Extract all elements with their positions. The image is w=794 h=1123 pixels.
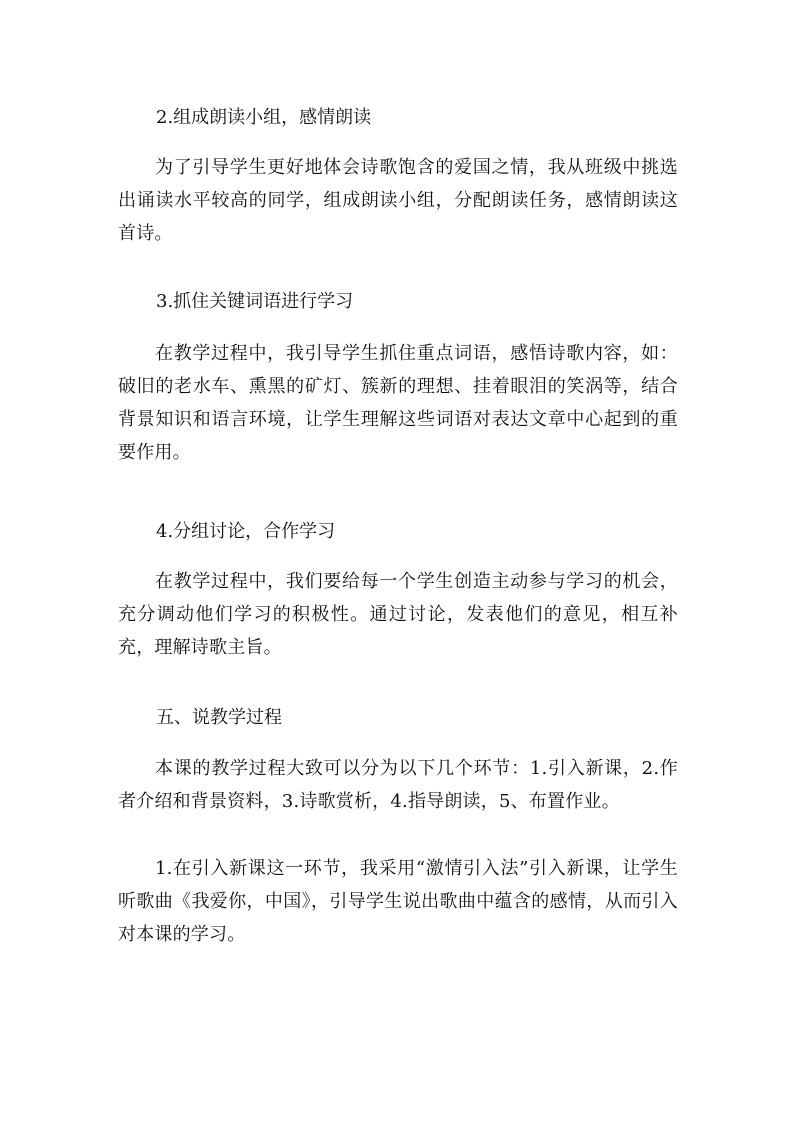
section-paragraph-group-discussion: 在教学过程中，我们要给每一个学生创造主动参与学习的机会，充分调动他们学习的积极性。通过讨论，发表他们的意见，相互补充，理解诗歌主旨。 — [118, 571, 678, 658]
section-heading-reading-group: 2.组成朗读小组，感情朗读 — [156, 107, 372, 128]
section-paragraph-teaching-process: 本课的教学过程大致可以分为以下几个环节：1.引入新课，2.作者介绍和背景资料，3.诗歌赏析，4.指导朗读，5、布置作业。 — [118, 758, 678, 812]
section-paragraph-introduction-step: 1.在引入新课这一环节，我采用“激情引入法”引入新课，让学生听歌曲《我爱你，中国》，引导学生说出歌曲中蕴含的感情，从而引入对本课的学习。 — [118, 858, 678, 945]
section-heading-teaching-process: 五、说教学过程 — [156, 707, 282, 728]
section-heading-key-words: 3.抓住关键词语进行学习 — [156, 291, 354, 312]
section-paragraph-key-words: 在教学过程中，我引导学生抓住重点词语，感悟诗歌内容，如：破旧的老水车、熏黑的矿灯、簇新的理想、挂着眼泪的笑涡等，结合背景知识和语言环境，让学生理解这些词语对表达文章中心起到的重要作用。 — [118, 343, 678, 463]
section-paragraph-reading-group: 为了引导学生更好地体会诗歌饱含的爱国之情，我从班级中挑选出诵读水平较高的同学，组成朗读小组，分配朗读任务，感情朗读这首诗。 — [118, 157, 678, 244]
section-heading-group-discussion: 4.分组讨论，合作学习 — [156, 521, 336, 542]
